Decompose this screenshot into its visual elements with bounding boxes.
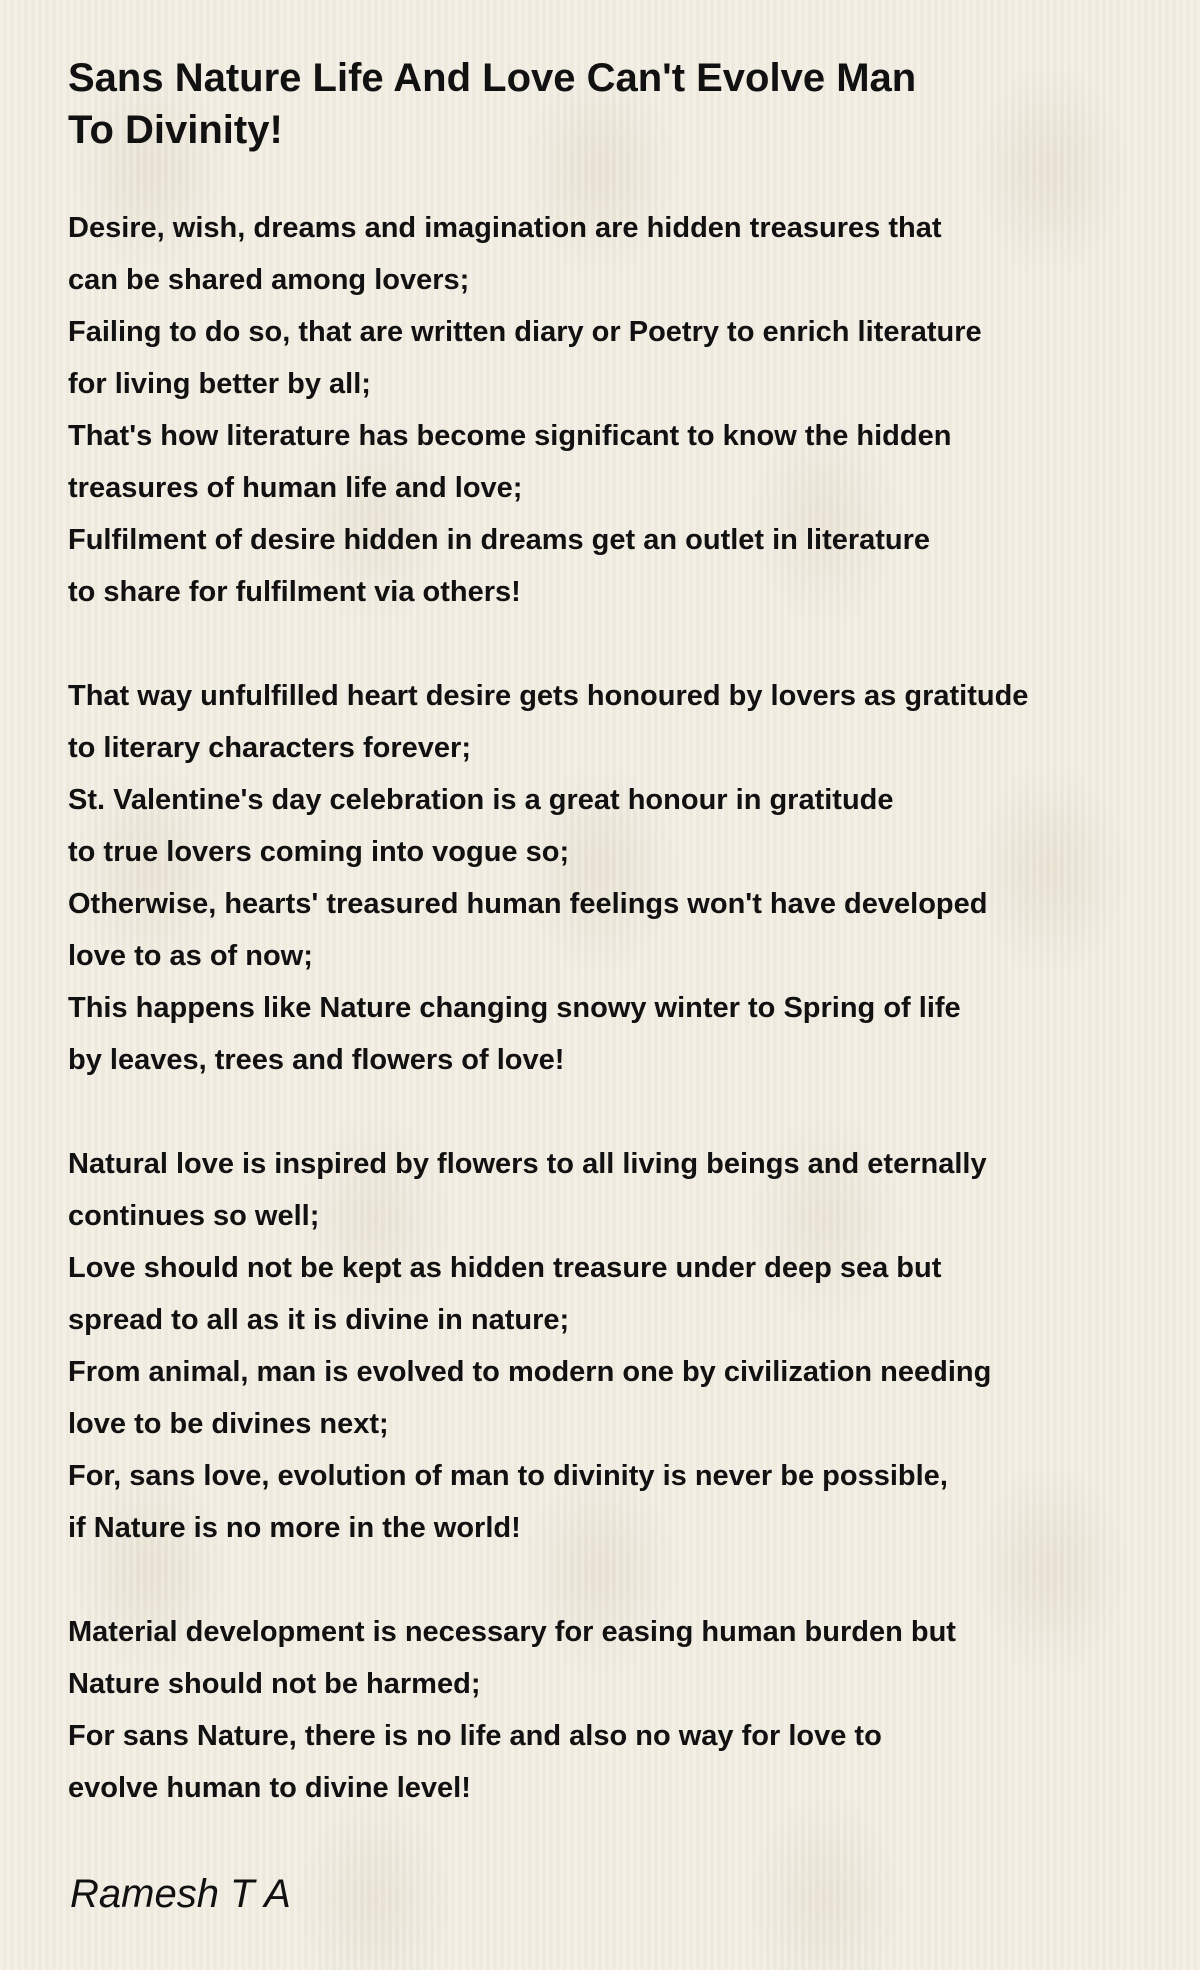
verse-line: spread to all as it is divine in nature; — [68, 1304, 570, 1336]
stanza-2 — [68, 670, 1168, 1086]
stanza-4 — [68, 1606, 1168, 1814]
verse-line: treasures of human life and love; — [68, 472, 523, 504]
verse-line: Fulfilment of desire hidden in dreams get an outlet in literature — [68, 524, 931, 556]
verse-line: That's how literature has become significant to know the hidden — [68, 420, 952, 452]
title-line: Sans Nature Life And Love Can't Evolve Man — [68, 56, 917, 100]
stanza-3 — [68, 1138, 1168, 1554]
verse-line: That way unfulfilled heart desire gets honoured by lovers as gratitude — [68, 680, 1029, 712]
verse-line: Material development is necessary for easing human burden but — [68, 1616, 956, 1648]
verse-line: Otherwise, hearts' treasured human feelings won't have developed — [68, 888, 988, 920]
verse-line: continues so well; — [68, 1200, 320, 1232]
verse-line: For, sans love, evolution of man to divinity is never be possible, — [68, 1460, 948, 1492]
verse-line: love to be divines next; — [68, 1408, 389, 1440]
verse-line: Failing to do so, that are written diary or Poetry to enrich literature — [68, 316, 982, 348]
verse-line: by leaves, trees and flowers of love! — [68, 1044, 565, 1076]
verse-line: Love should not be kept as hidden treasure under deep sea but — [68, 1252, 942, 1284]
verse-line: to true lovers coming into vogue so; — [68, 836, 570, 868]
verse-line: This happens like Nature changing snowy winter to Spring of life — [68, 992, 961, 1024]
author-name: Ramesh T A — [70, 1872, 291, 1916]
verse-line: to literary characters forever; — [68, 732, 471, 764]
verse-line: if Nature is no more in the world! — [68, 1512, 521, 1544]
poem-title — [68, 52, 1168, 156]
poem-body — [68, 202, 1168, 1814]
verse-line: For sans Nature, there is no life and also no way for love to — [68, 1720, 882, 1752]
title-line: To Divinity! — [68, 108, 283, 152]
verse-line: Desire, wish, dreams and imagination are hidden treasures that — [68, 212, 942, 244]
verse-line: can be shared among lovers; — [68, 264, 470, 296]
verse-line: to share for fulfilment via others! — [68, 576, 521, 608]
verse-line: love to as of now; — [68, 940, 313, 972]
poem-container — [68, 52, 1168, 1814]
verse-line: Nature should not be harmed; — [68, 1668, 481, 1700]
verse-line: From animal, man is evolved to modern one by civilization needing — [68, 1356, 992, 1388]
verse-line: Natural love is inspired by flowers to all living beings and eternally — [68, 1148, 987, 1180]
verse-line: St. Valentine's day celebration is a great honour in gratitude — [68, 784, 894, 816]
stanza-1 — [68, 202, 1168, 618]
verse-line: for living better by all; — [68, 368, 371, 400]
verse-line: evolve human to divine level! — [68, 1772, 471, 1804]
